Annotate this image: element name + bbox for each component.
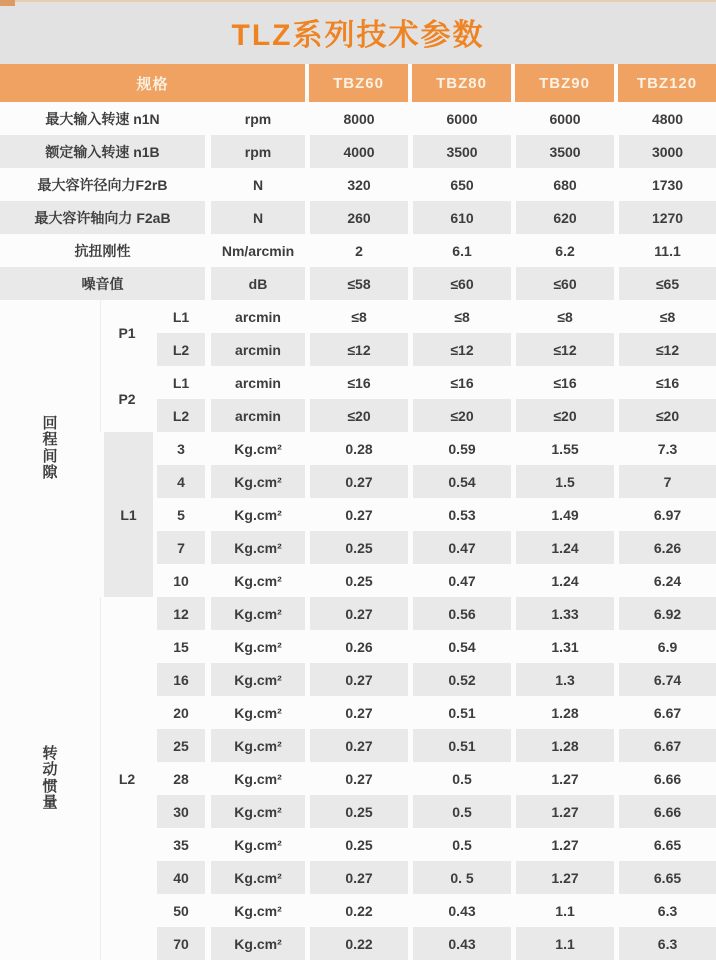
value-cell: 0.51 <box>408 696 511 729</box>
unit-cell: arcmin <box>205 399 305 432</box>
value-cell: 6.3 <box>614 894 716 927</box>
unit-cell: Kg.cm² <box>205 762 305 795</box>
value-cell: 7 <box>614 465 716 498</box>
value-cell: ≤12 <box>305 333 408 366</box>
value-cell: 6.3 <box>614 927 716 960</box>
unit-cell: Kg.cm² <box>205 531 305 564</box>
group-label-backlash-cell <box>0 300 100 597</box>
value-cell: 3000 <box>614 135 716 168</box>
unit-cell: Kg.cm² <box>205 927 305 960</box>
value-cell: 11.1 <box>614 234 716 267</box>
value-cell: 0.5 <box>408 828 511 861</box>
group-label-backlash: 回程间隙 <box>42 415 58 481</box>
value-cell: 1.28 <box>511 696 614 729</box>
value-cell: 0.25 <box>305 531 408 564</box>
value-cell: 0.5 <box>408 795 511 828</box>
value-cell: 0.56 <box>408 597 511 630</box>
unit-cell: Kg.cm² <box>205 597 305 630</box>
value-cell: 6.9 <box>614 630 716 663</box>
value-cell: 6.1 <box>408 234 511 267</box>
unit-cell: Kg.cm² <box>205 465 305 498</box>
param-label: 最大容许轴向力 F2aB <box>0 201 205 234</box>
ratio-cell: 10 <box>153 564 205 597</box>
table-row <box>0 597 716 630</box>
value-cell: 6.67 <box>614 696 716 729</box>
value-cell: 0.27 <box>305 597 408 630</box>
unit-cell: Kg.cm² <box>205 729 305 762</box>
value-cell: 650 <box>408 168 511 201</box>
class-label-cell: P2 <box>100 366 153 432</box>
value-cell: 0.47 <box>408 564 511 597</box>
value-cell: 0.43 <box>408 927 511 960</box>
unit-cell: Kg.cm² <box>205 696 305 729</box>
value-cell: 0.25 <box>305 795 408 828</box>
value-cell: 6.74 <box>614 663 716 696</box>
value-cell: 1.3 <box>511 663 614 696</box>
value-cell: 6.26 <box>614 531 716 564</box>
value-cell: ≤12 <box>408 333 511 366</box>
param-label: 额定输入转速 n1B <box>0 135 205 168</box>
table-row <box>0 201 716 234</box>
value-cell: ≤20 <box>511 399 614 432</box>
header-spec: 规格 <box>0 64 305 102</box>
unit-cell: rpm <box>205 102 305 135</box>
value-cell: 3500 <box>408 135 511 168</box>
ratio-cell: 5 <box>153 498 205 531</box>
level-cell: L2 <box>153 333 205 366</box>
ratio-cell: 30 <box>153 795 205 828</box>
value-cell: 6.2 <box>511 234 614 267</box>
value-cell: 1730 <box>614 168 716 201</box>
value-cell: 0.47 <box>408 531 511 564</box>
value-cell: 320 <box>305 168 408 201</box>
value-cell: 1.27 <box>511 861 614 894</box>
value-cell: 0.27 <box>305 762 408 795</box>
value-cell: 6000 <box>511 102 614 135</box>
value-cell: 1.55 <box>511 432 614 465</box>
value-cell: ≤16 <box>408 366 511 399</box>
value-cell: 8000 <box>305 102 408 135</box>
value-cell: 0.26 <box>305 630 408 663</box>
value-cell: 0.27 <box>305 498 408 531</box>
value-cell: 0.59 <box>408 432 511 465</box>
value-cell: 3500 <box>511 135 614 168</box>
unit-cell: Kg.cm² <box>205 861 305 894</box>
value-cell: 0.27 <box>305 861 408 894</box>
value-cell: 1270 <box>614 201 716 234</box>
value-cell: 0.43 <box>408 894 511 927</box>
value-cell: 1.28 <box>511 729 614 762</box>
value-cell: ≤12 <box>511 333 614 366</box>
unit-cell: Kg.cm² <box>205 564 305 597</box>
value-cell: ≤16 <box>511 366 614 399</box>
value-cell: 6.65 <box>614 861 716 894</box>
param-label: 最大输入转速 n1N <box>0 102 205 135</box>
value-cell: 0.54 <box>408 630 511 663</box>
table-row <box>0 234 716 267</box>
table-row <box>0 135 716 168</box>
value-cell: 1.27 <box>511 828 614 861</box>
value-cell: ≤16 <box>305 366 408 399</box>
level-cell: L1 <box>153 300 205 333</box>
value-cell: 0.51 <box>408 729 511 762</box>
table-row <box>0 168 716 201</box>
table-header-row <box>0 64 716 102</box>
value-cell: 1.27 <box>511 795 614 828</box>
unit-cell: Kg.cm² <box>205 498 305 531</box>
value-cell: 1.5 <box>511 465 614 498</box>
unit-cell: dB <box>205 267 305 300</box>
value-cell: ≤58 <box>305 267 408 300</box>
value-cell: 6.97 <box>614 498 716 531</box>
value-cell: ≤16 <box>614 366 716 399</box>
ratio-cell: 15 <box>153 630 205 663</box>
group-label-inertia-cell <box>0 597 100 960</box>
value-cell: 7.3 <box>614 432 716 465</box>
value-cell: 2 <box>305 234 408 267</box>
value-cell: 1.31 <box>511 630 614 663</box>
value-cell: 1.27 <box>511 762 614 795</box>
ratio-cell: 20 <box>153 696 205 729</box>
table-row <box>0 102 716 135</box>
ratio-cell: 35 <box>153 828 205 861</box>
value-cell: 0.22 <box>305 927 408 960</box>
header-model-tbz60: TBZ60 <box>305 64 408 102</box>
value-cell: 1.49 <box>511 498 614 531</box>
value-cell: ≤8 <box>408 300 511 333</box>
value-cell: 6.66 <box>614 795 716 828</box>
value-cell: 0.27 <box>305 465 408 498</box>
value-cell: 1.1 <box>511 894 614 927</box>
value-cell: 6.65 <box>614 828 716 861</box>
value-cell: 1.24 <box>511 531 614 564</box>
inertia-l1-label-cell: L1 <box>100 432 153 597</box>
value-cell: 0.27 <box>305 729 408 762</box>
ratio-cell: 3 <box>153 432 205 465</box>
value-cell: ≤60 <box>511 267 614 300</box>
value-cell: 0.52 <box>408 663 511 696</box>
param-label: 最大容许径向力F2rB <box>0 168 205 201</box>
table-row <box>0 300 716 333</box>
unit-cell: Kg.cm² <box>205 630 305 663</box>
value-cell: 6.66 <box>614 762 716 795</box>
unit-cell: Kg.cm² <box>205 432 305 465</box>
unit-cell: arcmin <box>205 366 305 399</box>
unit-cell: Kg.cm² <box>205 828 305 861</box>
header-model-tbz90: TBZ90 <box>511 64 614 102</box>
value-cell: 260 <box>305 201 408 234</box>
ratio-cell: 12 <box>153 597 205 630</box>
value-cell: 1.24 <box>511 564 614 597</box>
value-cell: 1.33 <box>511 597 614 630</box>
unit-cell: N <box>205 201 305 234</box>
value-cell: 0.5 <box>408 762 511 795</box>
page-title: TLZ系列技术参数 <box>231 19 485 52</box>
unit-cell: Kg.cm² <box>205 894 305 927</box>
value-cell: 1.1 <box>511 927 614 960</box>
value-cell: 0. 5 <box>408 861 511 894</box>
value-cell: 0.22 <box>305 894 408 927</box>
ratio-cell: 50 <box>153 894 205 927</box>
class-label-cell: P1 <box>100 300 153 366</box>
ratio-cell: 25 <box>153 729 205 762</box>
ratio-cell: 16 <box>153 663 205 696</box>
value-cell: 0.27 <box>305 663 408 696</box>
value-cell: 610 <box>408 201 511 234</box>
top-corner-mark <box>0 0 15 6</box>
inertia-l2-label-cell: L2 <box>100 597 153 960</box>
value-cell: ≤8 <box>305 300 408 333</box>
ratio-cell: 70 <box>153 927 205 960</box>
value-cell: ≤20 <box>305 399 408 432</box>
value-cell: ≤20 <box>408 399 511 432</box>
param-label: 抗扭刚性 <box>0 234 205 267</box>
value-cell: ≤8 <box>511 300 614 333</box>
value-cell: 620 <box>511 201 614 234</box>
value-cell: 0.28 <box>305 432 408 465</box>
title-band <box>0 0 716 64</box>
spec-table <box>0 64 716 960</box>
unit-cell: N <box>205 168 305 201</box>
value-cell: ≤8 <box>614 300 716 333</box>
header-model-tbz80: TBZ80 <box>408 64 511 102</box>
value-cell: ≤12 <box>614 333 716 366</box>
top-edge-line <box>0 0 716 2</box>
group-label-inertia: 转动惯量 <box>42 745 58 811</box>
unit-cell: arcmin <box>205 333 305 366</box>
value-cell: 4800 <box>614 102 716 135</box>
value-cell: ≤65 <box>614 267 716 300</box>
value-cell: ≤20 <box>614 399 716 432</box>
ratio-cell: 7 <box>153 531 205 564</box>
value-cell: 680 <box>511 168 614 201</box>
value-cell: ≤60 <box>408 267 511 300</box>
table-row <box>0 366 716 399</box>
value-cell: 6.24 <box>614 564 716 597</box>
unit-cell: arcmin <box>205 300 305 333</box>
ratio-cell: 40 <box>153 861 205 894</box>
header-model-tbz120: TBZ120 <box>614 64 716 102</box>
ratio-cell: 28 <box>153 762 205 795</box>
table-row <box>0 432 716 465</box>
value-cell: 6.92 <box>614 597 716 630</box>
value-cell: 6.67 <box>614 729 716 762</box>
value-cell: 6000 <box>408 102 511 135</box>
value-cell: 4000 <box>305 135 408 168</box>
level-cell: L1 <box>153 366 205 399</box>
value-cell: 0.54 <box>408 465 511 498</box>
unit-cell: Nm/arcmin <box>205 234 305 267</box>
value-cell: 0.27 <box>305 696 408 729</box>
value-cell: 0.53 <box>408 498 511 531</box>
table-row <box>0 267 716 300</box>
level-cell: L2 <box>153 399 205 432</box>
param-label: 噪音值 <box>0 267 205 300</box>
value-cell: 0.25 <box>305 828 408 861</box>
value-cell: 0.25 <box>305 564 408 597</box>
unit-cell: Kg.cm² <box>205 663 305 696</box>
unit-cell: rpm <box>205 135 305 168</box>
ratio-cell: 4 <box>153 465 205 498</box>
unit-cell: Kg.cm² <box>205 795 305 828</box>
